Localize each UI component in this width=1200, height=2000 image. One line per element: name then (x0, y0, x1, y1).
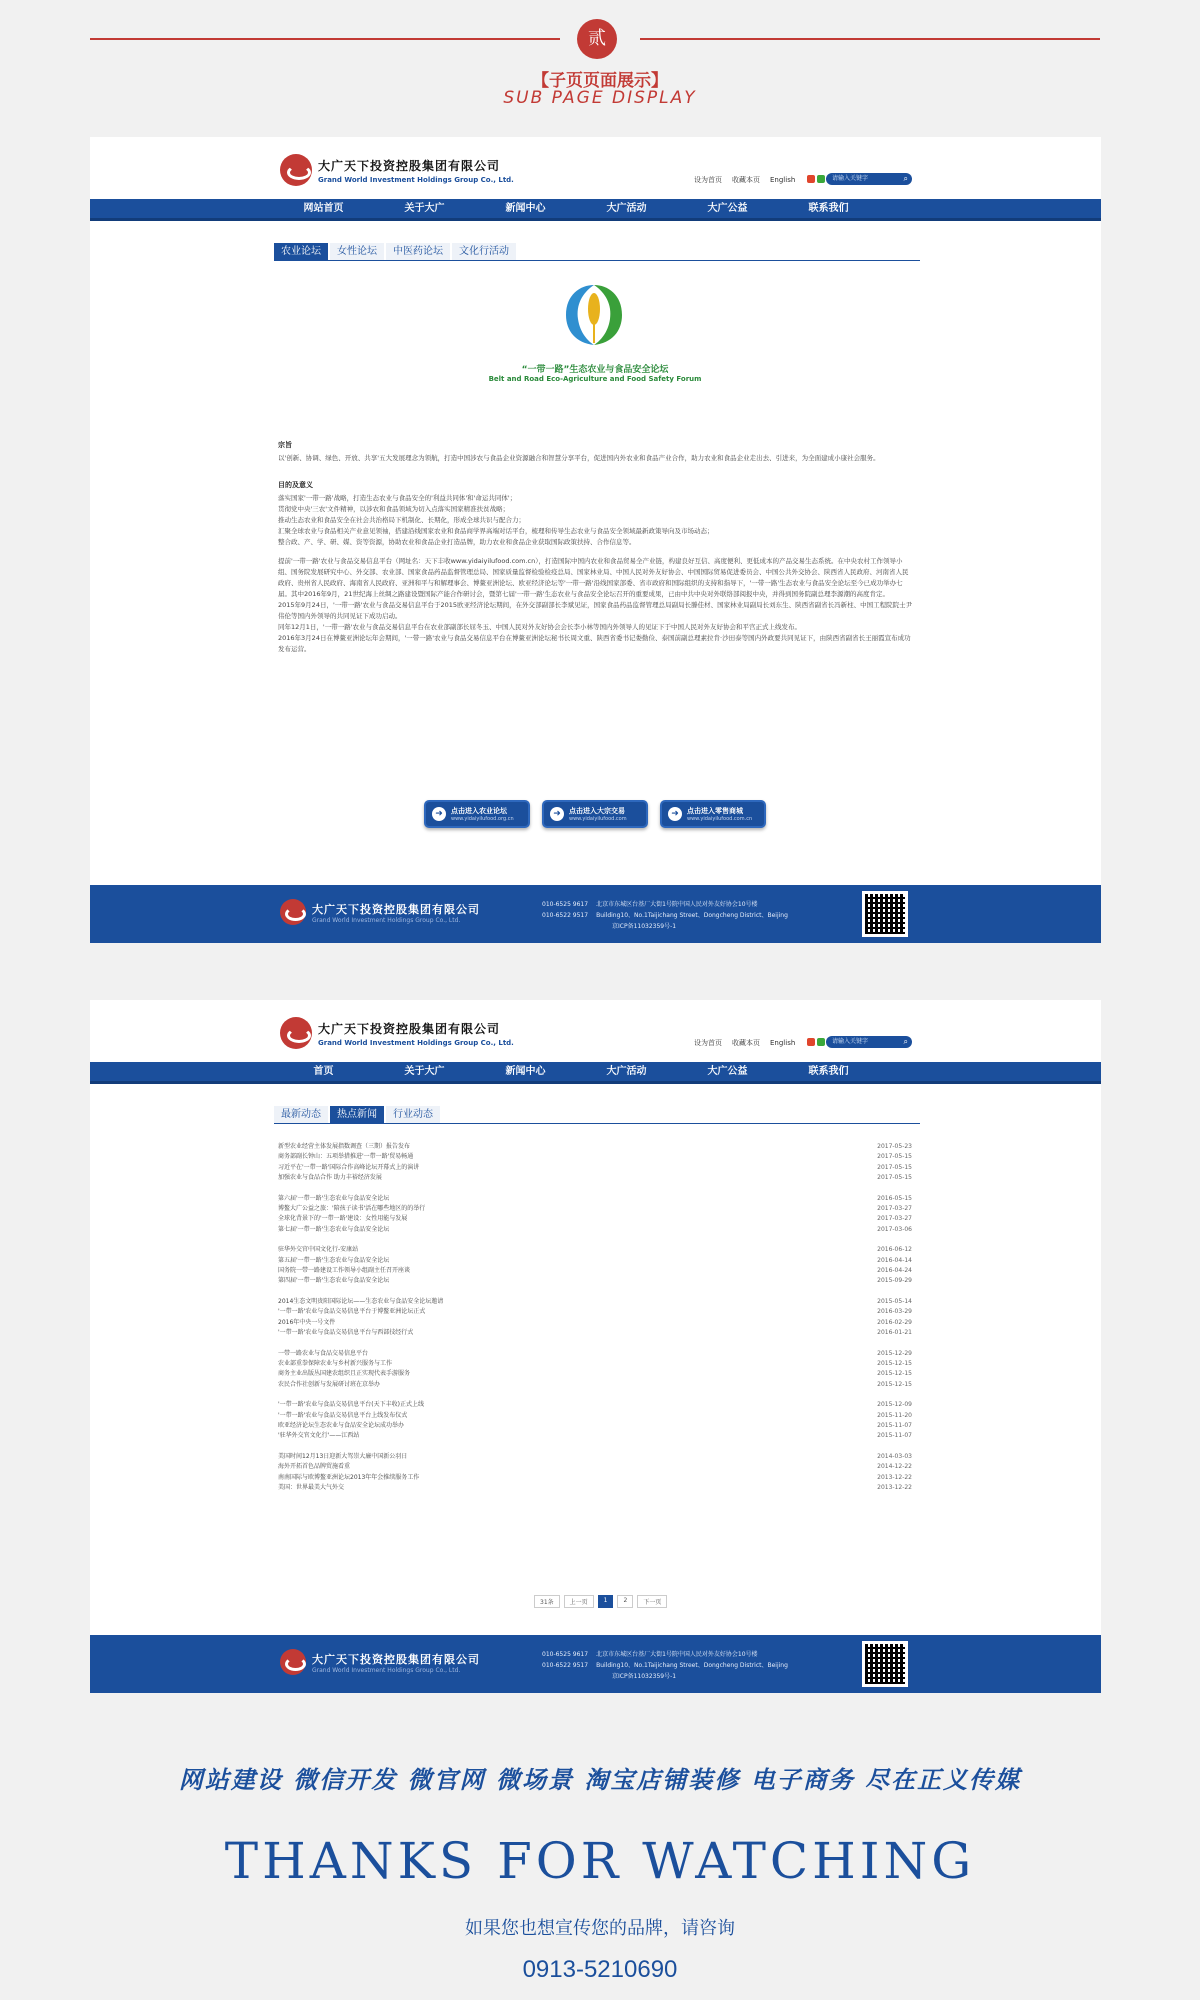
logo-text-en: Grand World Investment Holdings Group Co., Ltd. (318, 1038, 514, 1047)
wechat-icon[interactable] (817, 1038, 825, 1046)
news-list-item[interactable] (278, 1256, 912, 1266)
news-group (278, 1297, 912, 1339)
article-line: 贯彻党中央'三农'文件精神，以涉农和食品领域为切入点落实国家精准扶贫战略； (278, 505, 510, 513)
news-title[interactable]: 加强农业与食品合作 助力丰裕经济发展 (278, 1174, 382, 1182)
weibo-icon[interactable] (807, 175, 815, 183)
nav-about[interactable]: 关于大广 (404, 1066, 445, 1077)
news-list-item[interactable] (278, 1431, 912, 1441)
nav-home[interactable]: 首页 (313, 1066, 334, 1077)
footer-contact (542, 1649, 788, 1682)
news-tabs (274, 1106, 920, 1124)
news-title[interactable]: 农民合作社创新与发展研讨班在京举办 (278, 1380, 381, 1388)
news-list (278, 1142, 912, 1503)
enter-retail-mall-button[interactable]: ➜ 点击进入零售商城 www.yidaiyilufood.com.cn (660, 800, 766, 828)
news-list-item[interactable] (278, 1307, 912, 1317)
news-title[interactable]: 习近平在'一带一路'国际合作高峰论坛开幕式上的演讲 (278, 1163, 420, 1171)
news-title[interactable]: 第七届'一带一路'生态农业与食品安全论坛 (278, 1225, 390, 1233)
nav-news[interactable]: 新闻中心 (505, 203, 546, 214)
news-title[interactable]: 新型农业经营主体发展指数调查（三期）报告发布 (278, 1143, 411, 1150)
news-list-item[interactable] (278, 1452, 912, 1462)
tab-women-forum[interactable]: 女性论坛 (330, 243, 384, 260)
news-date: 2015-12-15 (877, 1370, 912, 1378)
news-date: 2015-12-09 (877, 1401, 912, 1409)
enter-bulk-trade-button[interactable]: ➜ 点击进入大宗交易 www.yidaiyilufood.com (542, 800, 648, 828)
tab-agriculture-forum[interactable]: 农业论坛 (274, 243, 328, 260)
news-group (278, 1400, 912, 1442)
news-list-item[interactable] (278, 1318, 912, 1328)
section-badge: 贰 (577, 19, 617, 59)
article-paragraph: 以'创新、协调、绿色、开放、共享'五大发展理念为领航，打造中国涉农与食品企业资源融合和智慧分享平台，促进国内外农业和食品产业合作，助力农业和食品企业走出去、引进来，为全面建成小康社会服务。 (278, 454, 880, 462)
bookmark-link[interactable]: 收藏本页 (732, 1039, 760, 1047)
tab-latest-news[interactable]: 最新动态 (274, 1106, 328, 1123)
search-input[interactable]: 请输入关键字 ⌕ (826, 173, 912, 185)
address-cn: 北京市东城区台基厂大街1号院中国人民对外友好协会10号楼 (596, 1651, 758, 1658)
news-list-item[interactable] (278, 1204, 912, 1214)
section-subtitle: SUB PAGE DISPLAY (503, 88, 697, 108)
entry-buttons (424, 800, 766, 828)
main-nav (90, 1062, 1101, 1084)
news-date: 2017-05-15 (877, 1163, 912, 1171)
page-2-button[interactable]: 2 (617, 1595, 633, 1608)
english-link[interactable]: English (770, 176, 796, 184)
tab-culture-activity[interactable]: 文化行活动 (452, 243, 516, 260)
news-title[interactable]: 农业部重拳保障农业与乡村新兴服务与工作 (278, 1359, 393, 1367)
news-date: 2016-03-29 (877, 1308, 912, 1316)
news-list-item[interactable] (278, 1225, 912, 1235)
news-list-item[interactable] (278, 1266, 912, 1276)
nav-about[interactable]: 关于大广 (404, 203, 445, 214)
news-title[interactable]: 美国时间12月13日迎新大驾崇大廉中国新公羽日 (278, 1452, 408, 1460)
news-title[interactable]: '一带一路'农业与食品交易信息平台与西部技经行式 (278, 1329, 414, 1337)
set-home-link[interactable]: 设为首页 (694, 1039, 722, 1047)
phone-2: 010-6522 9517 (542, 912, 589, 919)
tab-hot-news[interactable]: 热点新闻 (330, 1106, 384, 1123)
site-footer (90, 885, 1101, 943)
news-date: 2014-12-22 (877, 1463, 912, 1471)
thanks-heading: THANKS FOR WATCHING (224, 1832, 976, 1890)
subpage-preview-news (90, 1000, 1101, 1693)
news-title[interactable]: 2016年中央一号文件 (278, 1318, 336, 1326)
news-date: 2016-06-12 (877, 1246, 912, 1254)
next-page-button[interactable]: 下一页 (637, 1595, 667, 1608)
news-list-item[interactable] (278, 1142, 912, 1152)
news-list-item[interactable] (278, 1400, 912, 1410)
article-line: 汇聚全球农业与食品相关产业意见领袖，搭建沿线国家农业和食品商学界高端对话平台，梳理和传导生态农业与食品安全领域最新政策导向及市场动态； (278, 527, 714, 535)
news-list-item[interactable] (278, 1297, 912, 1307)
prev-page-button[interactable]: 上一页 (564, 1595, 594, 1608)
article-paragraph: 提前'一带一路'农业与食品交易信息平台（网址名：天下丰收www.yidaiyilufood.com.cn），打造国际中国内农业和食品贸易全产业链，构建良好互信、高度便利、更低成本的产品交易生态系统。在中央农村工作领导小组、国务院发展研究中心、外交部、农业部、国家食品药品监督管理总局、国家质量监督检验检疫总局、国家林业局、中国人民对外友好协会、中国国际贸易促进委员会、中国公共外交协会、陕西省人民政府、河南省人民政府、贵州省人民政府、海南省人民政府、亚洲和平与和解理事会、博鳌亚洲论坛、欧亚经济论坛等'一带一路'沿线国家部委、省市政府和国际组织的支持和指导下，'一带一路'生态农业与食品安全论坛至今已成功举办七届。其中2016年9月，21世纪海上丝绸之路建设暨国际产能合作研讨会，暨第七届'一带一路'生态农业与食品安全论坛召开的重要成果，已由中共中央对外联络部阅报中央，并得到国务院副总理李源潮的高度肯定。 (278, 557, 909, 598)
address-en: Building10、No.1Taijichang Street、Dongcheng District、Beijing (596, 1662, 788, 1669)
news-date: 2017-03-06 (877, 1225, 912, 1233)
news-title[interactable]: 商务主业出版丛国建农组织且正实现代表手游服务 (278, 1370, 411, 1378)
forum-title-en: Belt and Road Eco-Agriculture and Food Safety Forum (488, 375, 702, 383)
news-list-item[interactable] (278, 1245, 912, 1255)
article-line: 整合政、产、学、研、媒、资等资源，协助农业和食品企业打造品牌，助力农业和食品企业获取国际政策扶持、合作信息等。 (278, 538, 636, 546)
phone-2: 010-6522 9517 (542, 1662, 589, 1669)
footer-logo: 大广天下投资控股集团有限公司 Grand World Investment Holdings Group Co., Ltd. (280, 1649, 480, 1675)
news-list-item[interactable] (278, 1328, 912, 1338)
address-en: Building10、No.1Taijichang Street、Dongcheng District、Beijing (596, 912, 788, 919)
article-line: 落实国家'一带一路'战略，打造生态农业与食品安全的'利益共同体'和'命运共同体'； (278, 494, 517, 502)
news-date: 2013-12-22 (877, 1473, 912, 1481)
news-date: 2017-03-27 (877, 1205, 912, 1213)
footer-contact (542, 899, 788, 932)
logo-icon (280, 899, 306, 925)
arrow-icon: ➜ (668, 807, 682, 821)
news-list-item[interactable] (278, 1152, 912, 1162)
nav-home[interactable]: 网站首页 (303, 203, 344, 214)
article-paragraph: 2015年9月24日，'一带一路'农业与食品交易信息平台于2015欧亚经济论坛期间，在外交部副部长李斌见证，国家食品药品监督管理总局副局长滕佳材、国家林业局副局长刘东生、陕西省副省长冯新柱、中国工程院院士尹伟伦等国内外领导的共同见证下成功启动。 (278, 601, 913, 620)
news-title[interactable]: 商务部副长钟山：五项举措推进'一带一路'贸易畅通 (278, 1153, 414, 1161)
nav-contact[interactable]: 联系我们 (808, 1066, 849, 1077)
services-slogan: 网站建设 微信开发 微官网 微场景 淘宝店铺装修 电子商务 尽在正义传媒 (178, 1766, 1022, 1794)
news-group (278, 1452, 912, 1494)
tab-tcm-forum[interactable]: 中医药论坛 (386, 243, 450, 260)
news-list-item[interactable] (278, 1483, 912, 1493)
nav-contact[interactable]: 联系我们 (808, 203, 849, 214)
news-date: 2014-03-03 (877, 1452, 912, 1460)
news-title[interactable]: 驻华外交官中国文化行-安康站 (278, 1246, 359, 1254)
pagination (534, 1595, 667, 1608)
site-header (90, 1000, 1101, 1062)
nav-charity[interactable]: 大广公益 (707, 203, 748, 214)
news-date: 2017-05-15 (877, 1174, 912, 1182)
news-date: 2017-03-27 (877, 1215, 912, 1223)
header-divider-right (640, 38, 1100, 40)
news-list-item[interactable] (278, 1276, 912, 1286)
contact-phone: 0913-5210690 (522, 1956, 678, 1983)
news-date: 2016-04-24 (877, 1267, 912, 1275)
header-divider-left (90, 38, 560, 40)
news-list-item[interactable] (278, 1173, 912, 1183)
logo-text-en: Grand World Investment Holdings Group Co., Ltd. (318, 175, 514, 184)
forum-logo-icon (558, 279, 630, 351)
news-title[interactable]: 欧亚经济论坛生态农业与食品安全论坛成功举办 (278, 1421, 405, 1429)
site-header (90, 137, 1101, 199)
nav-news[interactable]: 新闻中心 (505, 1066, 546, 1077)
icp-number: 京ICP备11032359号-1 (612, 923, 677, 930)
arrow-icon: ➜ (432, 807, 446, 821)
news-list-item[interactable] (278, 1411, 912, 1421)
news-date: 2015-11-07 (877, 1432, 912, 1440)
news-title[interactable]: '一带一路'农业与食品交易信息平台上线发布仪式 (278, 1411, 408, 1419)
news-title[interactable]: '一带一路'农业与食品交易信息平台于博鳌亚洲论坛正式 (278, 1308, 426, 1316)
news-title[interactable]: 海外开拓首色品牌贸施看重 (278, 1463, 351, 1471)
phone-1: 010-6525 9617 (542, 1651, 589, 1658)
news-title[interactable]: 国务院一带一路建设工作领导小组副主任召开座谈 (278, 1267, 411, 1275)
news-date: 2015-11-20 (877, 1411, 912, 1419)
news-title[interactable]: 南南国际与欧博鳌亚洲论坛2013年年会推续服务工作 (278, 1473, 420, 1481)
news-group (278, 1245, 912, 1287)
top-links (694, 1038, 825, 1048)
phone-1: 010-6525 9617 (542, 901, 589, 908)
page-1-button[interactable]: 1 (598, 1595, 614, 1608)
article-paragraph: 2016年3月24日在博鳌亚洲论坛年会期间，'一带一路'农业与食品交易信息平台在博鳌亚洲论坛秘书长周文重、陕西省委书记娄勤俭、泰国前副总理素拉肯·沙田泰等国内外政要共同见证下，由陕西省副省长王丽霞宣布成功发布运营。 (278, 634, 911, 653)
site-logo[interactable] (280, 1017, 514, 1049)
logo-icon (280, 1649, 306, 1675)
news-title[interactable]: 博鳌大广公益之旅：'陪孩子读书'活在哪些地区的的举行 (278, 1205, 426, 1213)
english-link[interactable]: English (770, 1039, 796, 1047)
logo-icon (280, 1017, 312, 1049)
tab-industry-news[interactable]: 行业动态 (386, 1106, 440, 1123)
news-group (278, 1194, 912, 1236)
logo-text-cn: 大广天下投资控股集团有限公司 (318, 1021, 501, 1036)
news-group (278, 1349, 912, 1391)
consult-text: 如果您也想宣传您的品牌，请咨询 (465, 1918, 735, 1939)
site-footer (90, 1635, 1101, 1693)
news-list-item[interactable] (278, 1473, 912, 1483)
news-list-item[interactable] (278, 1163, 912, 1173)
section-heading: 目的及意义 (278, 481, 313, 489)
nav-charity[interactable]: 大广公益 (707, 1066, 748, 1077)
news-date: 2015-12-29 (877, 1349, 912, 1357)
news-title[interactable]: '一带一路'农业与食品交易信息平台(天下丰收)正式上线 (278, 1401, 424, 1409)
news-list-item[interactable] (278, 1380, 912, 1390)
article-paragraph: 同年12月1日，'一带一路'农业与食品交易信息平台在农业部副部长屈冬玉、中国人民对外友好协会会长李小林等国内外领导人的见证下于中国人民对外友好协会和平宫正式上线发布。 (278, 623, 801, 631)
top-links (694, 175, 825, 185)
news-group (278, 1142, 912, 1184)
news-date: 2015-12-15 (877, 1380, 912, 1388)
article-line: 推动生态农业和食品安全在社会共治格局下机制化、长期化，形成全球共识与配合力； (278, 516, 525, 524)
news-date: 2016-02-29 (877, 1318, 912, 1326)
news-date: 2016-04-14 (877, 1256, 912, 1264)
news-title[interactable]: '驻华外交官文化行'——江西站 (278, 1432, 360, 1440)
news-title[interactable]: 2014生态文明贵阳国际论坛——生态农业与食品安全论坛邀请 (278, 1297, 444, 1305)
qr-code-icon (862, 891, 908, 937)
weibo-icon[interactable] (807, 1038, 815, 1046)
news-list-item[interactable] (278, 1359, 912, 1369)
subpage-preview-forum (90, 137, 1101, 943)
footer-logo: 大广天下投资控股集团有限公司 Grand World Investment Holdings Group Co., Ltd. (280, 899, 480, 925)
news-list-item[interactable] (278, 1214, 912, 1224)
section-heading: 宗旨 (278, 441, 292, 449)
enter-agri-forum-button[interactable]: ➜ 点击进入农业论坛 www.yidaiyilufood.org.cn (424, 800, 530, 828)
news-date: 2016-05-15 (877, 1194, 912, 1202)
logo-text-cn: 大广天下投资控股集团有限公司 (318, 158, 501, 173)
news-title[interactable]: 美国：世界最美大气外交 (278, 1483, 345, 1491)
logo-icon (280, 154, 312, 186)
news-list-item[interactable] (278, 1369, 912, 1379)
news-date: 2013-12-22 (877, 1483, 912, 1491)
news-list-item[interactable] (278, 1421, 912, 1431)
nav-activities[interactable]: 大广活动 (606, 1066, 647, 1077)
news-date: 2015-05-14 (877, 1297, 912, 1305)
news-list-item[interactable] (278, 1349, 912, 1359)
news-title[interactable]: 第六届'一带一路'生态农业与食品安全论坛 (278, 1194, 390, 1202)
news-title[interactable]: 一带一路农业与食品交易信息平台 (278, 1349, 369, 1357)
news-date: 2017-05-15 (877, 1153, 912, 1161)
set-home-link[interactable]: 设为首页 (694, 176, 722, 184)
news-date: 2015-12-15 (877, 1359, 912, 1367)
news-title[interactable]: 第五届'一带一路'生态农业与食品安全论坛 (278, 1256, 390, 1264)
total-count: 31条 (534, 1595, 560, 1608)
news-date: 2016-01-21 (877, 1329, 912, 1337)
search-input[interactable]: 请输入关键字 ⌕ (826, 1036, 912, 1048)
forum-tabs (274, 243, 920, 261)
forum-title: “一带一路”生态农业与食品安全论坛 (521, 365, 669, 375)
news-date: 2017-05-23 (877, 1143, 912, 1150)
forum-article (278, 432, 914, 655)
bookmark-link[interactable]: 收藏本页 (732, 176, 760, 184)
news-title[interactable]: 第四届'一带一路'生态农业与食品安全论坛 (278, 1277, 390, 1285)
news-date: 2015-09-29 (877, 1277, 912, 1285)
section-title: 【子页页面展示】 (532, 71, 668, 91)
news-list-item[interactable] (278, 1462, 912, 1472)
site-logo[interactable] (280, 154, 514, 186)
arrow-icon: ➜ (550, 807, 564, 821)
qr-code-icon (862, 1641, 908, 1687)
icp-number: 京ICP备11032359号-1 (612, 1673, 677, 1680)
news-title[interactable]: 全球化背景下的'一带一路'建设：女性用能与发展 (278, 1215, 408, 1223)
news-list-item[interactable] (278, 1194, 912, 1204)
news-date: 2015-11-07 (877, 1421, 912, 1429)
main-nav (90, 199, 1101, 221)
address-cn: 北京市东城区台基厂大街1号院中国人民对外友好协会10号楼 (596, 901, 758, 908)
wechat-icon[interactable] (817, 175, 825, 183)
nav-activities[interactable]: 大广活动 (606, 203, 647, 214)
